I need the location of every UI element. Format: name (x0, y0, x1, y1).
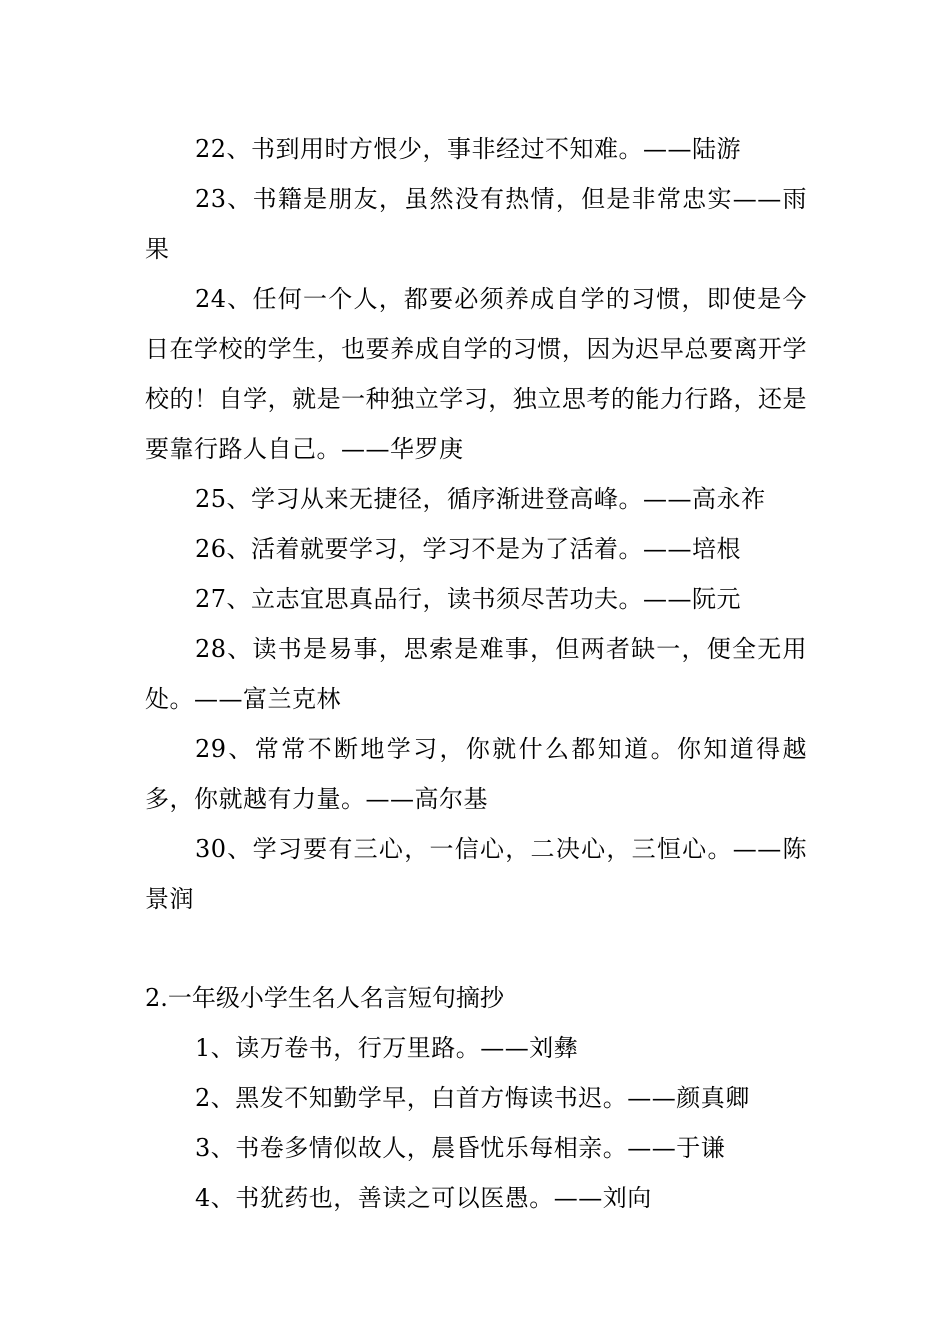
quote-30: 30、学习要有三心，一信心，二决心，三恒心。——陈景润 (145, 835, 807, 913)
quote-22: 22、书到用时方恨少，事非经过不知难。——陆游 (195, 135, 742, 163)
quote-25: 25、学习从来无捷径，循序渐进登高峰。——高永祚 (195, 485, 766, 513)
quote-26: 26、活着就要学习，学习不是为了活着。——培根 (195, 535, 742, 563)
section-heading: 2.一年级小学生名人名言短句摘抄 (145, 984, 504, 1012)
quote-4: 4、书犹药也，善读之可以医愚。——刘向 (195, 1184, 652, 1212)
quote-3: 3、书卷多情似故人，晨昏忧乐每相亲。——于谦 (195, 1134, 726, 1162)
quote-24: 24、任何一个人，都要必须养成自学的习惯，即使是今日在学校的学生，也要养成自学的习惯，因为迟早总要离开学校的！自学，就是一种独立学习，独立思考的能力行路，还是要靠行路人自己。——华罗庚 (145, 285, 807, 463)
document-page (145, 124, 807, 1223)
quote-1: 1、读万卷书，行万里路。——刘彝 (195, 1034, 579, 1062)
quote-29: 29、常常不断地学习，你就什么都知道。你知道得越多，你就越有力量。——高尔基 (145, 735, 807, 813)
quote-27: 27、立志宜思真品行，读书须尽苦功夫。——阮元 (195, 585, 742, 613)
quote-2: 2、黑发不知勤学早，白首方悔读书迟。——颜真卿 (195, 1084, 750, 1112)
quote-23: 23、书籍是朋友，虽然没有热情，但是非常忠实——雨果 (145, 185, 807, 263)
quote-28: 28、读书是易事，思索是难事，但两者缺一，便全无用处。——富兰克林 (145, 635, 807, 713)
